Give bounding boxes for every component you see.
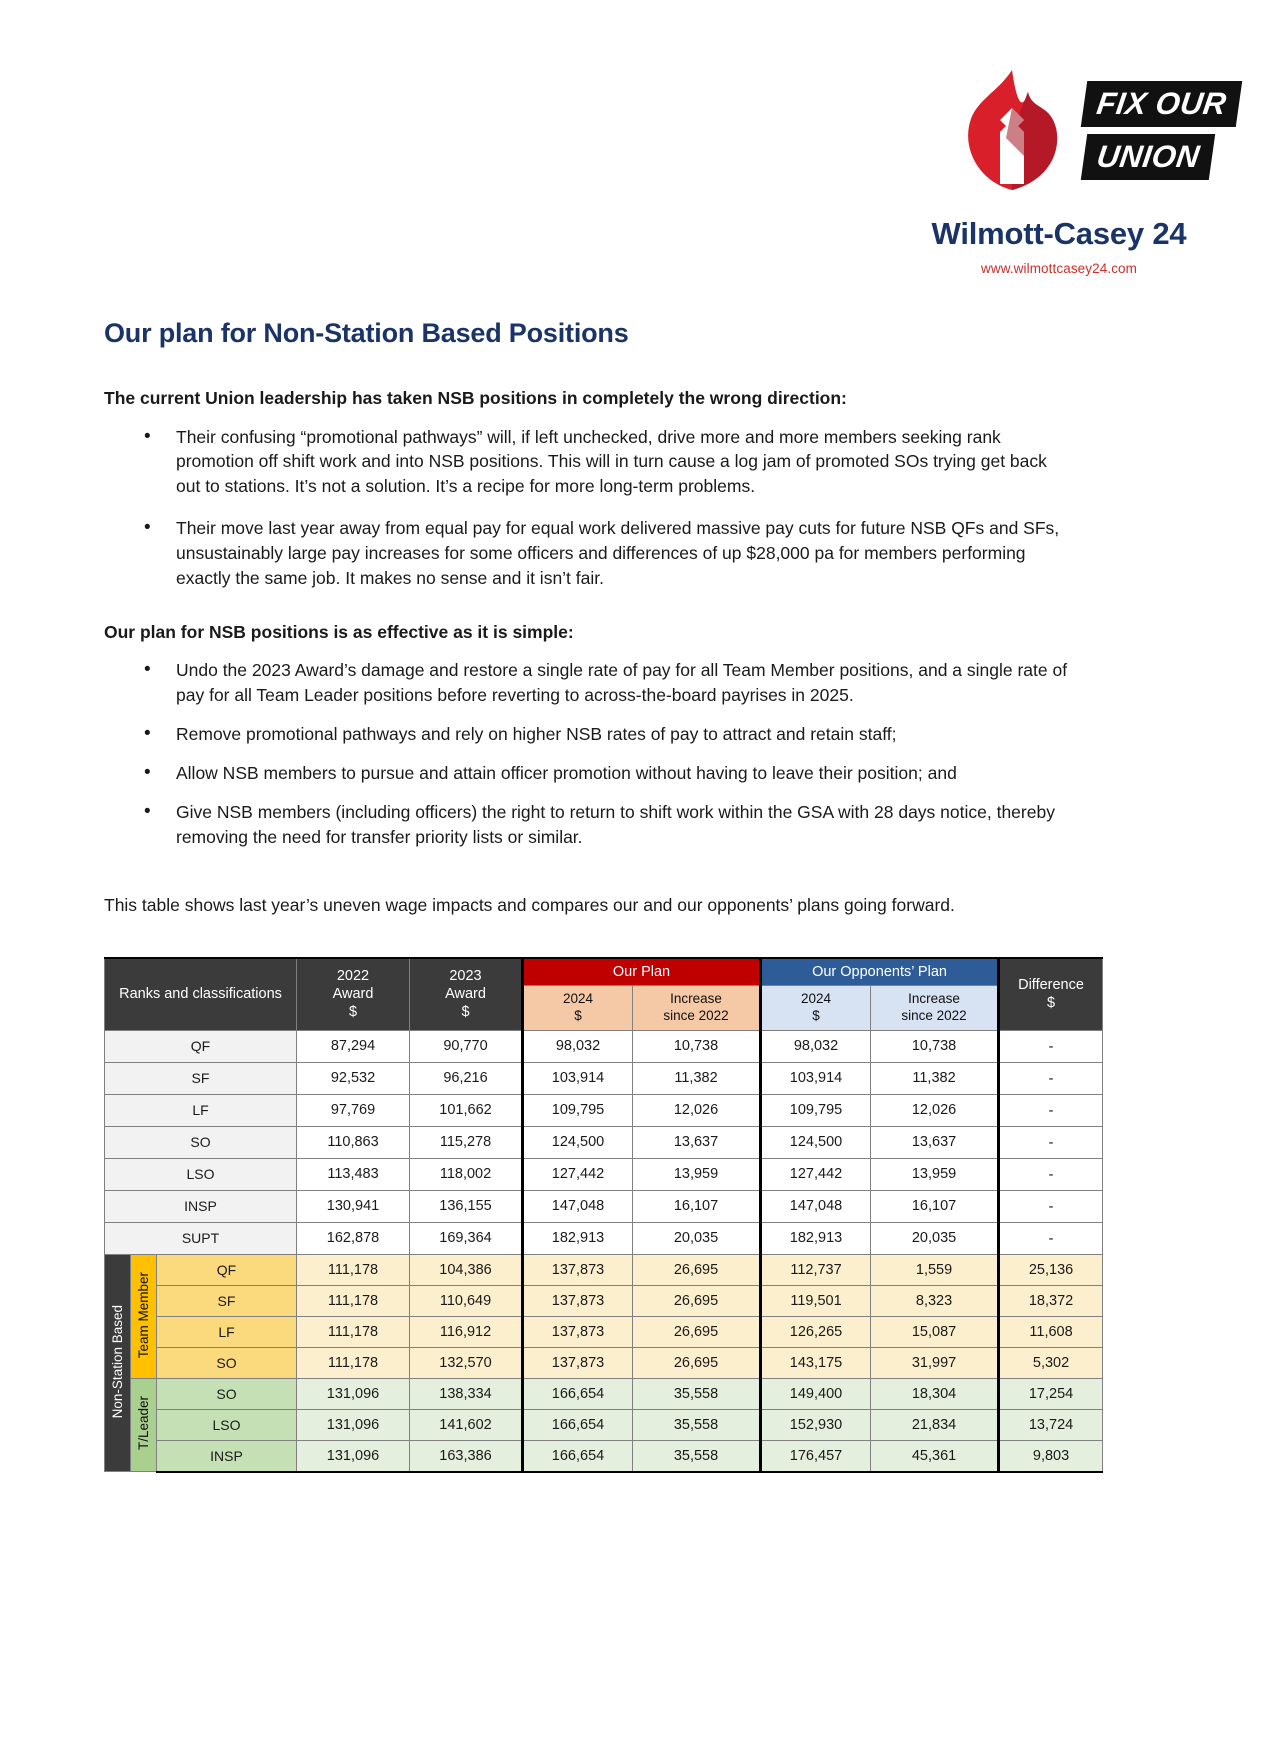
cell-a2022: 113,483: [297, 1158, 410, 1190]
cell-a2023: 101,662: [410, 1094, 523, 1126]
col-header-our-2024: [523, 986, 633, 1031]
col-header-2022-award: [297, 958, 410, 1030]
side-label-team-member-text: Team Member: [135, 1271, 151, 1358]
cell-a2023: 115,278: [410, 1126, 523, 1158]
side-label-non-station-based-text: Non-Station Based: [109, 1304, 125, 1419]
cell-our2024: 127,442: [523, 1158, 633, 1190]
cell-opp2024: 119,501: [761, 1285, 871, 1316]
cell-a2023: 118,002: [410, 1158, 523, 1190]
cell-a2022: 97,769: [297, 1094, 410, 1126]
cell-diff: -: [999, 1190, 1103, 1222]
cell-opp2024: 124,500: [761, 1126, 871, 1158]
cell-our2024: 137,873: [523, 1285, 633, 1316]
cell-oppinc: 45,361: [871, 1440, 999, 1472]
table-header: [105, 958, 1103, 1030]
cell-rank: SO: [157, 1347, 297, 1378]
cell-oppinc: 20,035: [871, 1222, 999, 1254]
cell-opp2024: 126,265: [761, 1316, 871, 1347]
cell-ourinc: 13,959: [633, 1158, 761, 1190]
cell-diff: 25,136: [999, 1254, 1103, 1285]
cell-rank: SF: [157, 1285, 297, 1316]
cell-opp2024: 112,737: [761, 1254, 871, 1285]
table-row: [105, 1094, 1103, 1126]
cell-a2023: 104,386: [410, 1254, 523, 1285]
list-item: • Undo the 2023 Award’s damage and restore a single rate of pay for all Team Member positions, and a single rate of pay for all Team Leader positions before reverting to across-the-board payrises in 2025.: [104, 658, 1069, 708]
cell-ourinc: 26,695: [633, 1254, 761, 1285]
slogan-line-2: UNION: [1081, 134, 1216, 180]
cell-oppinc: 13,959: [871, 1158, 999, 1190]
cell-a2022: 92,532: [297, 1062, 410, 1094]
cell-oppinc: 10,738: [871, 1030, 999, 1062]
col-header-our-increase-line1: Increase: [670, 991, 722, 1006]
col-header-opp-2024: [761, 986, 871, 1031]
cell-opp2024: 176,457: [761, 1440, 871, 1472]
table-body-station-based: [105, 1030, 1103, 1254]
table-row: [105, 1285, 1103, 1316]
col-header-our-2024-line2: $: [574, 1007, 582, 1023]
col-header-2022-line3: $: [348, 1004, 358, 1021]
cell-a2022: 130,941: [297, 1190, 410, 1222]
cell-a2023: 141,602: [410, 1409, 523, 1440]
cell-our2024: 182,913: [523, 1222, 633, 1254]
lead-paragraph-2: Our plan for NSB positions is as effective as it is simple:: [104, 621, 574, 642]
cell-opp2024: 147,048: [761, 1190, 871, 1222]
cell-ourinc: 11,382: [633, 1062, 761, 1094]
cell-ourinc: 26,695: [633, 1285, 761, 1316]
cell-our2024: 109,795: [523, 1094, 633, 1126]
list-item: • Allow NSB members to pursue and attain officer promotion without having to leave their position; and: [104, 761, 1069, 786]
cell-a2022: 111,178: [297, 1254, 410, 1285]
cell-oppinc: 8,323: [871, 1285, 999, 1316]
side-label-non-station-based: [105, 1254, 131, 1472]
list-item: • Give NSB members (including officers) the right to return to shift work within the GSA with 28 days notice, thereby removing the need for transfer priority lists or similar.: [104, 800, 1069, 850]
col-header-2023-line3: $: [461, 1004, 470, 1021]
table-row: [105, 1190, 1103, 1222]
cell-a2023: 136,155: [410, 1190, 523, 1222]
table-body-non-station-based: [105, 1254, 1103, 1472]
page-title: Our plan for Non-Station Based Positions: [104, 318, 629, 348]
cell-rank: LSO: [105, 1158, 297, 1190]
cell-oppinc: 18,304: [871, 1378, 999, 1409]
cell-a2022: 110,863: [297, 1126, 410, 1158]
cell-our2024: 124,500: [523, 1126, 633, 1158]
cell-ourinc: 20,035: [633, 1222, 761, 1254]
cell-oppinc: 16,107: [871, 1190, 999, 1222]
group-header-opponents-plan: Our Opponents’ Plan: [761, 958, 999, 986]
col-header-2023-award: [410, 958, 523, 1030]
cell-rank: LF: [105, 1094, 297, 1126]
table-row: [105, 1254, 1103, 1285]
cell-diff: 13,724: [999, 1409, 1103, 1440]
cell-opp2024: 143,175: [761, 1347, 871, 1378]
cell-our2024: 98,032: [523, 1030, 633, 1062]
cell-a2022: 87,294: [297, 1030, 410, 1062]
table-row: [105, 1062, 1103, 1094]
cell-a2022: 131,096: [297, 1409, 410, 1440]
cell-our2024: 166,654: [523, 1440, 633, 1472]
campaign-header: [879, 62, 1239, 276]
cell-diff: -: [999, 1094, 1103, 1126]
col-header-opp-2024-line1: 2024: [800, 991, 832, 1006]
cell-a2022: 162,878: [297, 1222, 410, 1254]
cell-diff: 9,803: [999, 1440, 1103, 1472]
table-row: [105, 1222, 1103, 1254]
flame-wrench-icon: [946, 66, 1078, 198]
cell-diff: -: [999, 1158, 1103, 1190]
bullet-list-problems: [104, 425, 1069, 591]
cell-opp2024: 127,442: [761, 1158, 871, 1190]
cell-a2022: 131,096: [297, 1440, 410, 1472]
document-body: [104, 318, 1069, 918]
cell-diff: -: [999, 1030, 1103, 1062]
col-header-2023-line2: Award: [445, 986, 486, 1003]
col-header-difference: [999, 958, 1103, 1030]
cell-opp2024: 103,914: [761, 1062, 871, 1094]
cell-rank: SF: [105, 1062, 297, 1094]
cell-opp2024: 109,795: [761, 1094, 871, 1126]
cell-diff: 17,254: [999, 1378, 1103, 1409]
cell-our2024: 166,654: [523, 1409, 633, 1440]
list-item: • Remove promotional pathways and rely on higher NSB rates of pay to attract and retain staff;: [104, 722, 1069, 747]
cell-a2022: 131,096: [297, 1378, 410, 1409]
cell-ourinc: 13,637: [633, 1126, 761, 1158]
slogan-block: [1084, 81, 1239, 184]
cell-ourinc: 12,026: [633, 1094, 761, 1126]
cell-rank: SO: [157, 1378, 297, 1409]
col-header-opp-increase: [871, 986, 999, 1031]
group-header-our-plan: Our Plan: [523, 958, 761, 986]
col-header-opp-2024-line2: $: [812, 1007, 820, 1023]
cell-a2022: 111,178: [297, 1347, 410, 1378]
side-label-team-leader: [131, 1378, 157, 1472]
col-header-our-2024-line1: 2024: [562, 991, 594, 1006]
wage-comparison-table-wrapper: [104, 957, 1084, 1473]
cell-rank: INSP: [157, 1440, 297, 1472]
cell-a2023: 110,649: [410, 1285, 523, 1316]
table-header-row-1: [105, 958, 1103, 986]
cell-rank: QF: [157, 1254, 297, 1285]
cell-oppinc: 21,834: [871, 1409, 999, 1440]
bullet-list-plan: [104, 658, 1069, 849]
cell-a2023: 90,770: [410, 1030, 523, 1062]
cell-a2023: 116,912: [410, 1316, 523, 1347]
cell-our2024: 166,654: [523, 1378, 633, 1409]
cell-our2024: 103,914: [523, 1062, 633, 1094]
table-row: [105, 1316, 1103, 1347]
cell-diff: -: [999, 1126, 1103, 1158]
campaign-url[interactable]: www.wilmottcasey24.com: [981, 261, 1137, 276]
cell-diff: -: [999, 1062, 1103, 1094]
cell-opp2024: 152,930: [761, 1409, 871, 1440]
col-header-opp-increase-line2: since 2022: [901, 1007, 967, 1023]
table-row: [105, 1347, 1103, 1378]
cell-ourinc: 35,558: [633, 1409, 761, 1440]
cell-ourinc: 16,107: [633, 1190, 761, 1222]
cell-rank: SUPT: [105, 1222, 297, 1254]
table-row: [105, 1409, 1103, 1440]
cell-oppinc: 31,997: [871, 1347, 999, 1378]
cell-a2023: 163,386: [410, 1440, 523, 1472]
cell-a2022: 111,178: [297, 1316, 410, 1347]
col-header-opp-increase-line1: Increase: [908, 991, 960, 1006]
cell-ourinc: 10,738: [633, 1030, 761, 1062]
col-header-2023-line1: 2023: [449, 968, 482, 985]
cell-our2024: 147,048: [523, 1190, 633, 1222]
cell-opp2024: 149,400: [761, 1378, 871, 1409]
cell-diff: 18,372: [999, 1285, 1103, 1316]
cell-rank: QF: [105, 1030, 297, 1062]
list-item: • Their move last year away from equal pay for equal work delivered massive pay cuts for future NSB QFs and SFs, unsustainably large pay increases for some officers and differences of up $28,000 pa for members performing exactly the same job. It makes no sense and it isn’t fair.: [104, 516, 1069, 591]
col-header-2022-line2: Award: [332, 986, 374, 1003]
cell-ourinc: 26,695: [633, 1316, 761, 1347]
cell-diff: -: [999, 1222, 1103, 1254]
col-header-our-increase-line2: since 2022: [663, 1007, 729, 1023]
lead-paragraph-1: The current Union leadership has taken NSB positions in completely the wrong direction:: [104, 388, 847, 408]
cell-ourinc: 26,695: [633, 1347, 761, 1378]
cell-opp2024: 182,913: [761, 1222, 871, 1254]
cell-oppinc: 15,087: [871, 1316, 999, 1347]
cell-opp2024: 98,032: [761, 1030, 871, 1062]
wage-comparison-table: [104, 957, 1103, 1473]
cell-diff: 5,302: [999, 1347, 1103, 1378]
cell-our2024: 137,873: [523, 1316, 633, 1347]
slogan-line-1: FIX OUR: [1081, 81, 1243, 127]
table-row: [105, 1158, 1103, 1190]
cell-rank: SO: [105, 1126, 297, 1158]
col-header-our-increase: [633, 986, 761, 1031]
cell-rank: LF: [157, 1316, 297, 1347]
cell-ourinc: 35,558: [633, 1378, 761, 1409]
col-header-ranks: Ranks and classifications: [105, 958, 297, 1030]
cell-oppinc: 13,637: [871, 1126, 999, 1158]
cell-rank: LSO: [157, 1409, 297, 1440]
cell-oppinc: 11,382: [871, 1062, 999, 1094]
cell-our2024: 137,873: [523, 1254, 633, 1285]
cell-a2023: 96,216: [410, 1062, 523, 1094]
cell-a2023: 132,570: [410, 1347, 523, 1378]
col-header-difference-line2: $: [1046, 995, 1056, 1012]
cell-rank: INSP: [105, 1190, 297, 1222]
campaign-name: Wilmott-Casey 24: [931, 216, 1187, 251]
side-label-team-member: [131, 1254, 157, 1378]
col-header-2022-line1: 2022: [336, 968, 370, 985]
table-intro-paragraph: This table shows last year’s uneven wage impacts and compares our and our opponents’ plans going forward.: [104, 895, 955, 916]
cell-a2022: 111,178: [297, 1285, 410, 1316]
table-row: [105, 1030, 1103, 1062]
table-row: [105, 1378, 1103, 1409]
logo-row: [879, 62, 1239, 202]
table-row: [105, 1440, 1103, 1472]
cell-diff: 11,608: [999, 1316, 1103, 1347]
cell-our2024: 137,873: [523, 1347, 633, 1378]
side-label-team-leader-text: T/Leader: [135, 1396, 151, 1451]
cell-ourinc: 35,558: [633, 1440, 761, 1472]
cell-oppinc: 1,559: [871, 1254, 999, 1285]
cell-a2023: 138,334: [410, 1378, 523, 1409]
table-row: [105, 1126, 1103, 1158]
cell-oppinc: 12,026: [871, 1094, 999, 1126]
col-header-difference-line1: Difference: [1018, 977, 1084, 994]
cell-a2023: 169,364: [410, 1222, 523, 1254]
list-item: • Their confusing “promotional pathways” will, if left unchecked, drive more and more members seeking rank promotion off shift work and into NSB positions. This will in turn cause a log jam of promoted SOs trying get back out to stations. It’s not a solution. It’s a recipe for more long-term problems.: [104, 425, 1069, 500]
